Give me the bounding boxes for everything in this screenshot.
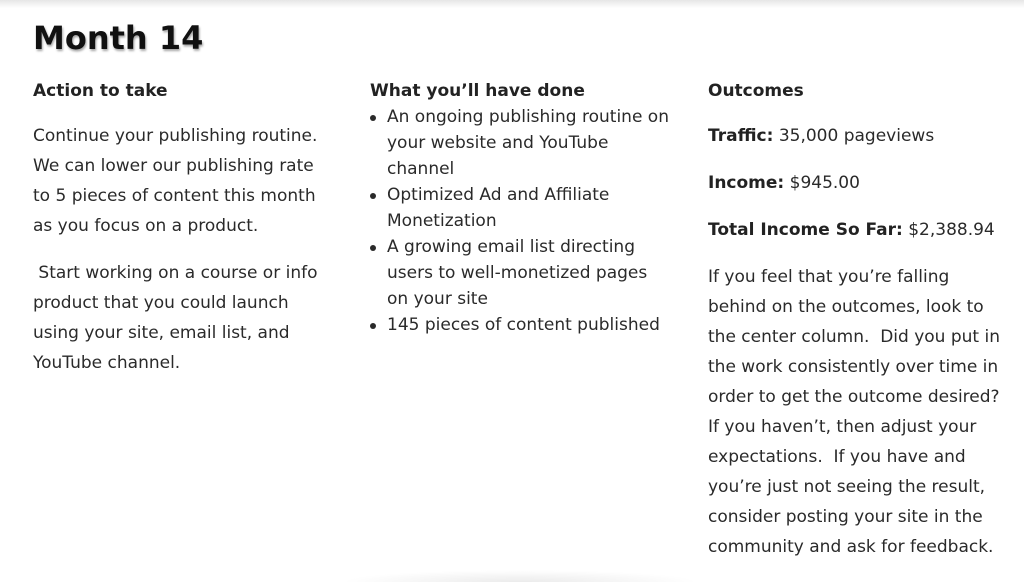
total-income-line	[708, 215, 1004, 245]
total-income-label: Total Income So Far:	[708, 220, 903, 240]
done-column	[370, 78, 670, 338]
action-column	[33, 78, 333, 395]
total-income-value: $2,388.94	[902, 220, 995, 240]
traffic-label: Traffic:	[708, 126, 774, 146]
done-list	[370, 104, 670, 338]
income-label: Income:	[708, 173, 785, 193]
traffic-line	[708, 121, 1004, 151]
outcomes-note: If you feel that you’re falling behind on the outcomes, look to the center column. Did you put in the work consistently over time in order to get the outcome desired? If you haven’t, then adjust your expectations. If you have and you’re just not seeing the result, consider posting your site in the community and ask for feedback.	[708, 267, 1011, 557]
outcomes-column	[708, 78, 1011, 579]
page-title: Month 14	[33, 19, 204, 57]
list-item: 145 pieces of content published	[370, 312, 670, 338]
income-value: $945.00	[784, 173, 860, 193]
bottom-shadow	[340, 570, 700, 582]
action-paragraph-1: Continue your publishing routine. We can lower our publishing rate to 5 pieces of content this month as you focus on a product.	[33, 126, 318, 236]
done-heading: What you’ll have done	[370, 81, 585, 101]
list-item: Optimized Ad and Affiliate Monetization	[370, 182, 670, 234]
top-shadow	[0, 0, 1024, 8]
income-line	[708, 168, 1004, 198]
list-item: An ongoing publishing routine on your website and YouTube channel	[370, 104, 670, 182]
action-paragraph-2: Start working on a course or info product that you could launch using your site, email list, and YouTube channel.	[33, 263, 323, 373]
action-heading: Action to take	[33, 81, 168, 101]
traffic-value: 35,000 pageviews	[773, 126, 935, 146]
list-item: A growing email list directing users to well-monetized pages on your site	[370, 234, 670, 312]
outcomes-heading: Outcomes	[708, 81, 804, 101]
